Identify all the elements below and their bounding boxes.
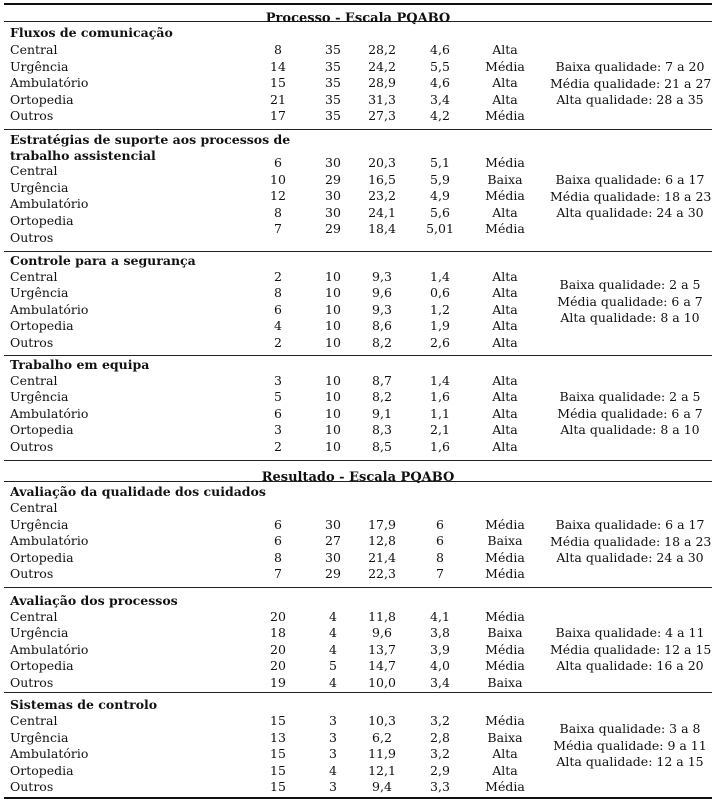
- value-mean: 20,3: [368, 155, 396, 170]
- value-max: 30: [325, 205, 341, 220]
- value-sd: 1,4: [430, 269, 450, 284]
- row-label: Outros: [10, 230, 54, 245]
- value-sd: 3,2: [430, 713, 450, 728]
- row-label: Urgência: [10, 59, 69, 74]
- value-sd: 4,6: [430, 42, 450, 57]
- row-label: Urgência: [10, 625, 69, 640]
- quality-range: Baixa qualidade: 2 a 5: [559, 389, 701, 404]
- value-min: 19: [270, 675, 286, 690]
- value-mean: 13,7: [368, 642, 396, 657]
- value-max: 10: [325, 302, 341, 317]
- quality-range: Alta qualidade: 12 a 15: [556, 754, 704, 769]
- quality-level: Alta: [492, 439, 518, 454]
- quality-range: Baixa qualidade: 7 a 20: [555, 59, 705, 74]
- quality-level: Média: [485, 642, 525, 657]
- value-min: 4: [274, 318, 282, 333]
- quality-range: Média qualidade: 6 a 7: [557, 293, 703, 309]
- quality-range: Alta qualidade: 28 a 35: [556, 92, 704, 107]
- value-mean: 9,4: [372, 779, 392, 794]
- value-max: 35: [325, 59, 341, 74]
- value-max: 3: [329, 746, 337, 761]
- quality-level: Alta: [492, 302, 518, 317]
- value-sd: 2,8: [430, 730, 450, 745]
- quality-range: Baixa qualidade: 6 a 17: [555, 517, 705, 532]
- value-mean: 8,2: [372, 335, 392, 350]
- value-max: 4: [329, 675, 337, 690]
- row-label: Ambulatório: [10, 642, 89, 657]
- value-max: 35: [325, 92, 341, 107]
- value-max: 30: [325, 155, 341, 170]
- value-sd: 5,9: [430, 172, 450, 187]
- value-mean: 9,6: [372, 285, 392, 300]
- value-sd: 5,5: [430, 59, 450, 74]
- value-sd: 1,1: [430, 406, 450, 421]
- value-mean: 18,4: [368, 221, 396, 236]
- quality-level: Média: [485, 713, 525, 728]
- value-min: 6: [274, 155, 282, 170]
- value-sd: 6: [436, 533, 444, 548]
- value-max: 10: [325, 318, 341, 333]
- value-sd: 4,1: [430, 609, 450, 624]
- group-title: Avaliação da qualidade dos cuidados: [10, 484, 266, 499]
- row-label: Central: [10, 163, 58, 178]
- value-sd: 3,9: [430, 642, 450, 657]
- quality-level: Média: [485, 517, 525, 532]
- group-title: Avaliação dos processos: [10, 593, 178, 608]
- value-mean: 8,7: [372, 373, 392, 388]
- group-title: Trabalho em equipa: [10, 357, 150, 372]
- value-min: 15: [270, 746, 286, 761]
- row-label: Ortopedia: [10, 92, 74, 107]
- value-min: 15: [270, 713, 286, 728]
- value-mean: 10,3: [368, 713, 396, 728]
- value-max: 10: [325, 335, 341, 350]
- value-min: 2: [274, 335, 282, 350]
- value-mean: 8,3: [372, 422, 392, 437]
- row-label: Ortopedia: [10, 422, 74, 437]
- row-label: Central: [10, 42, 58, 57]
- value-max: 3: [329, 713, 337, 728]
- value-mean: 9,3: [372, 302, 392, 317]
- group-title: Sistemas de controlo: [10, 697, 158, 712]
- row-label: Urgência: [10, 180, 69, 195]
- table-rule: [4, 129, 712, 130]
- value-max: 10: [325, 439, 341, 454]
- value-max: 5: [329, 658, 337, 673]
- value-sd: 3,4: [430, 92, 450, 107]
- quality-level: Média: [485, 108, 525, 123]
- value-sd: 2,1: [430, 422, 450, 437]
- section-title: Processo - Escala PQABO: [265, 11, 451, 26]
- row-label: Ortopedia: [10, 318, 74, 333]
- value-max: 27: [325, 533, 341, 548]
- value-sd: 7: [436, 566, 444, 581]
- value-min: 8: [274, 205, 282, 220]
- value-sd: 5,6: [430, 205, 450, 220]
- value-min: 6: [274, 302, 282, 317]
- value-sd: 1,6: [430, 389, 450, 404]
- value-min: 15: [270, 75, 286, 90]
- table-rule: [4, 355, 712, 356]
- quality-level: Alta: [492, 318, 518, 333]
- value-mean: 14,7: [368, 658, 396, 673]
- row-label: Ambulatório: [10, 406, 89, 421]
- value-min: 3: [274, 422, 282, 437]
- quality-range: Baixa qualidade: 2 a 5: [559, 277, 701, 292]
- value-mean: 11,9: [368, 746, 396, 761]
- quality-range: Alta qualidade: 24 a 30: [556, 205, 704, 220]
- value-mean: 12,1: [368, 763, 396, 778]
- value-mean: 9,1: [372, 406, 392, 421]
- value-max: 30: [325, 517, 341, 532]
- value-sd: 0,6: [430, 285, 450, 300]
- quality-level: Média: [485, 609, 525, 624]
- row-label: Ortopedia: [10, 658, 74, 673]
- quality-level: Média: [485, 550, 525, 565]
- value-mean: 12,8: [368, 533, 396, 548]
- value-min: 7: [274, 221, 282, 236]
- value-sd: 1,6: [430, 439, 450, 454]
- row-label: Urgência: [10, 730, 69, 745]
- value-sd: 6: [436, 517, 444, 532]
- value-max: 4: [329, 625, 337, 640]
- table-rule: [4, 587, 712, 588]
- quality-range: Alta qualidade: 24 a 30: [556, 550, 704, 565]
- quality-range: Média qualidade: 6 a 7: [557, 405, 703, 421]
- quality-range: Baixa qualidade: 3 a 8: [559, 721, 701, 736]
- quality-range: Alta qualidade: 16 a 20: [556, 658, 704, 673]
- row-label: Ambulatório: [10, 196, 89, 211]
- quality-level: Baixa: [487, 172, 523, 187]
- quality-level: Média: [485, 155, 525, 170]
- quality-level: Média: [485, 566, 525, 581]
- value-mean: 10,0: [368, 675, 396, 690]
- quality-level: Baixa: [487, 675, 523, 690]
- quality-level: Média: [485, 221, 525, 236]
- value-max: 29: [325, 172, 341, 187]
- group-title: Estratégias de suporte aos processos de: [10, 132, 291, 147]
- row-label: Urgência: [10, 517, 69, 532]
- quality-level: Alta: [492, 269, 518, 284]
- value-min: 20: [270, 642, 286, 657]
- value-mean: 17,9: [368, 517, 396, 532]
- value-mean: 6,2: [372, 730, 392, 745]
- value-max: 35: [325, 42, 341, 57]
- row-label: Ambulatório: [10, 75, 89, 90]
- quality-level: Média: [485, 658, 525, 673]
- row-label: Outros: [10, 439, 54, 454]
- value-min: 3: [274, 373, 282, 388]
- quality-range: Média qualidade: 12 a 15: [550, 641, 712, 657]
- value-sd: 3,3: [430, 779, 450, 794]
- value-mean: 21,4: [368, 550, 396, 565]
- quality-level: Alta: [492, 335, 518, 350]
- quality-level: Alta: [492, 285, 518, 300]
- row-label: Central: [10, 713, 58, 728]
- quality-range: Média qualidade: 18 a 23: [550, 188, 712, 204]
- table-rule: [4, 460, 712, 461]
- value-min: 12: [270, 188, 286, 203]
- value-min: 8: [274, 42, 282, 57]
- value-max: 4: [329, 642, 337, 657]
- value-sd: 4,0: [430, 658, 450, 673]
- row-label: Outros: [10, 675, 54, 690]
- value-max: 10: [325, 422, 341, 437]
- quality-level: Alta: [492, 763, 518, 778]
- value-mean: 8,5: [372, 439, 392, 454]
- quality-level: Média: [485, 59, 525, 74]
- row-label: Ortopedia: [10, 550, 74, 565]
- value-mean: 16,5: [368, 172, 396, 187]
- row-label: Ambulatório: [10, 302, 89, 317]
- table-rule: [4, 692, 712, 693]
- value-min: 8: [274, 285, 282, 300]
- quality-level: Alta: [492, 406, 518, 421]
- value-sd: 4,9: [430, 188, 450, 203]
- value-sd: 1,4: [430, 373, 450, 388]
- value-max: 10: [325, 285, 341, 300]
- quality-level: Alta: [492, 422, 518, 437]
- value-min: 7: [274, 566, 282, 581]
- value-max: 35: [325, 108, 341, 123]
- value-mean: 23,2: [368, 188, 396, 203]
- row-label: Ortopedia: [10, 213, 74, 228]
- value-max: 3: [329, 779, 337, 794]
- row-label: Outros: [10, 566, 54, 581]
- value-sd: 4,2: [430, 108, 450, 123]
- quality-level: Alta: [492, 92, 518, 107]
- value-min: 15: [270, 779, 286, 794]
- value-max: 29: [325, 221, 341, 236]
- row-label: Central: [10, 609, 58, 624]
- value-sd: 5,01: [426, 221, 454, 236]
- value-sd: 2,9: [430, 763, 450, 778]
- row-label: Ambulatório: [10, 746, 89, 761]
- value-min: 18: [270, 625, 286, 640]
- value-min: 6: [274, 533, 282, 548]
- row-label: Ambulatório: [10, 533, 89, 548]
- quality-level: Alta: [492, 75, 518, 90]
- quality-level: Alta: [492, 205, 518, 220]
- row-label: Outros: [10, 335, 54, 350]
- value-min: 17: [270, 108, 286, 123]
- value-sd: 3,2: [430, 746, 450, 761]
- row-label: Urgência: [10, 389, 69, 404]
- quality-level: Alta: [492, 746, 518, 761]
- group-title: trabalho assistencial: [10, 148, 156, 163]
- group-title: Fluxos de comunicação: [10, 25, 173, 40]
- value-mean: 8,2: [372, 389, 392, 404]
- quality-range: Média qualidade: 21 a 27: [550, 75, 712, 91]
- quality-level: Baixa: [487, 730, 523, 745]
- quality-range: Alta qualidade: 8 a 10: [560, 422, 700, 437]
- value-min: 15: [270, 763, 286, 778]
- quality-range: Alta qualidade: 8 a 10: [560, 310, 700, 325]
- value-mean: 24,2: [368, 59, 396, 74]
- value-min: 6: [274, 517, 282, 532]
- value-mean: 22,3: [368, 566, 396, 581]
- value-max: 3: [329, 730, 337, 745]
- quality-level: Baixa: [487, 533, 523, 548]
- value-min: 20: [270, 609, 286, 624]
- value-max: 30: [325, 550, 341, 565]
- value-sd: 3,8: [430, 625, 450, 640]
- quality-range: Baixa qualidade: 4 a 11: [555, 625, 705, 640]
- row-label: Outros: [10, 779, 54, 794]
- value-max: 10: [325, 269, 341, 284]
- value-max: 35: [325, 75, 341, 90]
- value-max: 30: [325, 188, 341, 203]
- group-title: Controle para a segurança: [10, 253, 196, 268]
- quality-level: Média: [485, 779, 525, 794]
- value-sd: 4,6: [430, 75, 450, 90]
- row-label: Outros: [10, 108, 54, 123]
- value-mean: 11,8: [368, 609, 396, 624]
- value-mean: 28,2: [368, 42, 396, 57]
- value-min: 5: [274, 389, 282, 404]
- quality-level: Alta: [492, 373, 518, 388]
- value-max: 10: [325, 389, 341, 404]
- value-max: 10: [325, 406, 341, 421]
- value-max: 10: [325, 373, 341, 388]
- value-mean: 9,6: [372, 625, 392, 640]
- value-sd: 2,6: [430, 335, 450, 350]
- value-sd: 1,9: [430, 318, 450, 333]
- value-mean: 9,3: [372, 269, 392, 284]
- row-label: Ortopedia: [10, 763, 74, 778]
- quality-level: Alta: [492, 42, 518, 57]
- value-max: 4: [329, 609, 337, 624]
- row-label: Central: [10, 373, 58, 388]
- section-title: Resultado - Escala PQABO: [261, 470, 455, 485]
- quality-level: Baixa: [487, 625, 523, 640]
- value-mean: 27,3: [368, 108, 396, 123]
- value-sd: 1,2: [430, 302, 450, 317]
- value-min: 10: [270, 172, 286, 187]
- value-min: 8: [274, 550, 282, 565]
- quality-level: Média: [485, 188, 525, 203]
- row-label: Urgência: [10, 285, 69, 300]
- value-max: 4: [329, 763, 337, 778]
- value-mean: 24,1: [368, 205, 396, 220]
- table-rule: [4, 3, 712, 5]
- value-min: 13: [270, 730, 286, 745]
- value-min: 14: [270, 59, 286, 74]
- value-max: 29: [325, 566, 341, 581]
- quality-range: Baixa qualidade: 6 a 17: [555, 172, 705, 187]
- quality-level: Alta: [492, 389, 518, 404]
- value-mean: 28,9: [368, 75, 396, 90]
- row-label: Central: [10, 269, 58, 284]
- value-min: 6: [274, 406, 282, 421]
- quality-range: Média qualidade: 9 a 11: [553, 737, 707, 753]
- quality-range: Média qualidade: 18 a 23: [550, 533, 712, 549]
- value-mean: 31,3: [368, 92, 396, 107]
- value-sd: 8: [436, 550, 444, 565]
- value-mean: 8,6: [372, 318, 392, 333]
- value-min: 2: [274, 269, 282, 284]
- value-min: 20: [270, 658, 286, 673]
- value-sd: 3,4: [430, 675, 450, 690]
- value-min: 2: [274, 439, 282, 454]
- value-sd: 5,1: [430, 155, 450, 170]
- value-min: 21: [270, 92, 286, 107]
- table-rule: [4, 251, 712, 252]
- row-label: Central: [10, 500, 58, 515]
